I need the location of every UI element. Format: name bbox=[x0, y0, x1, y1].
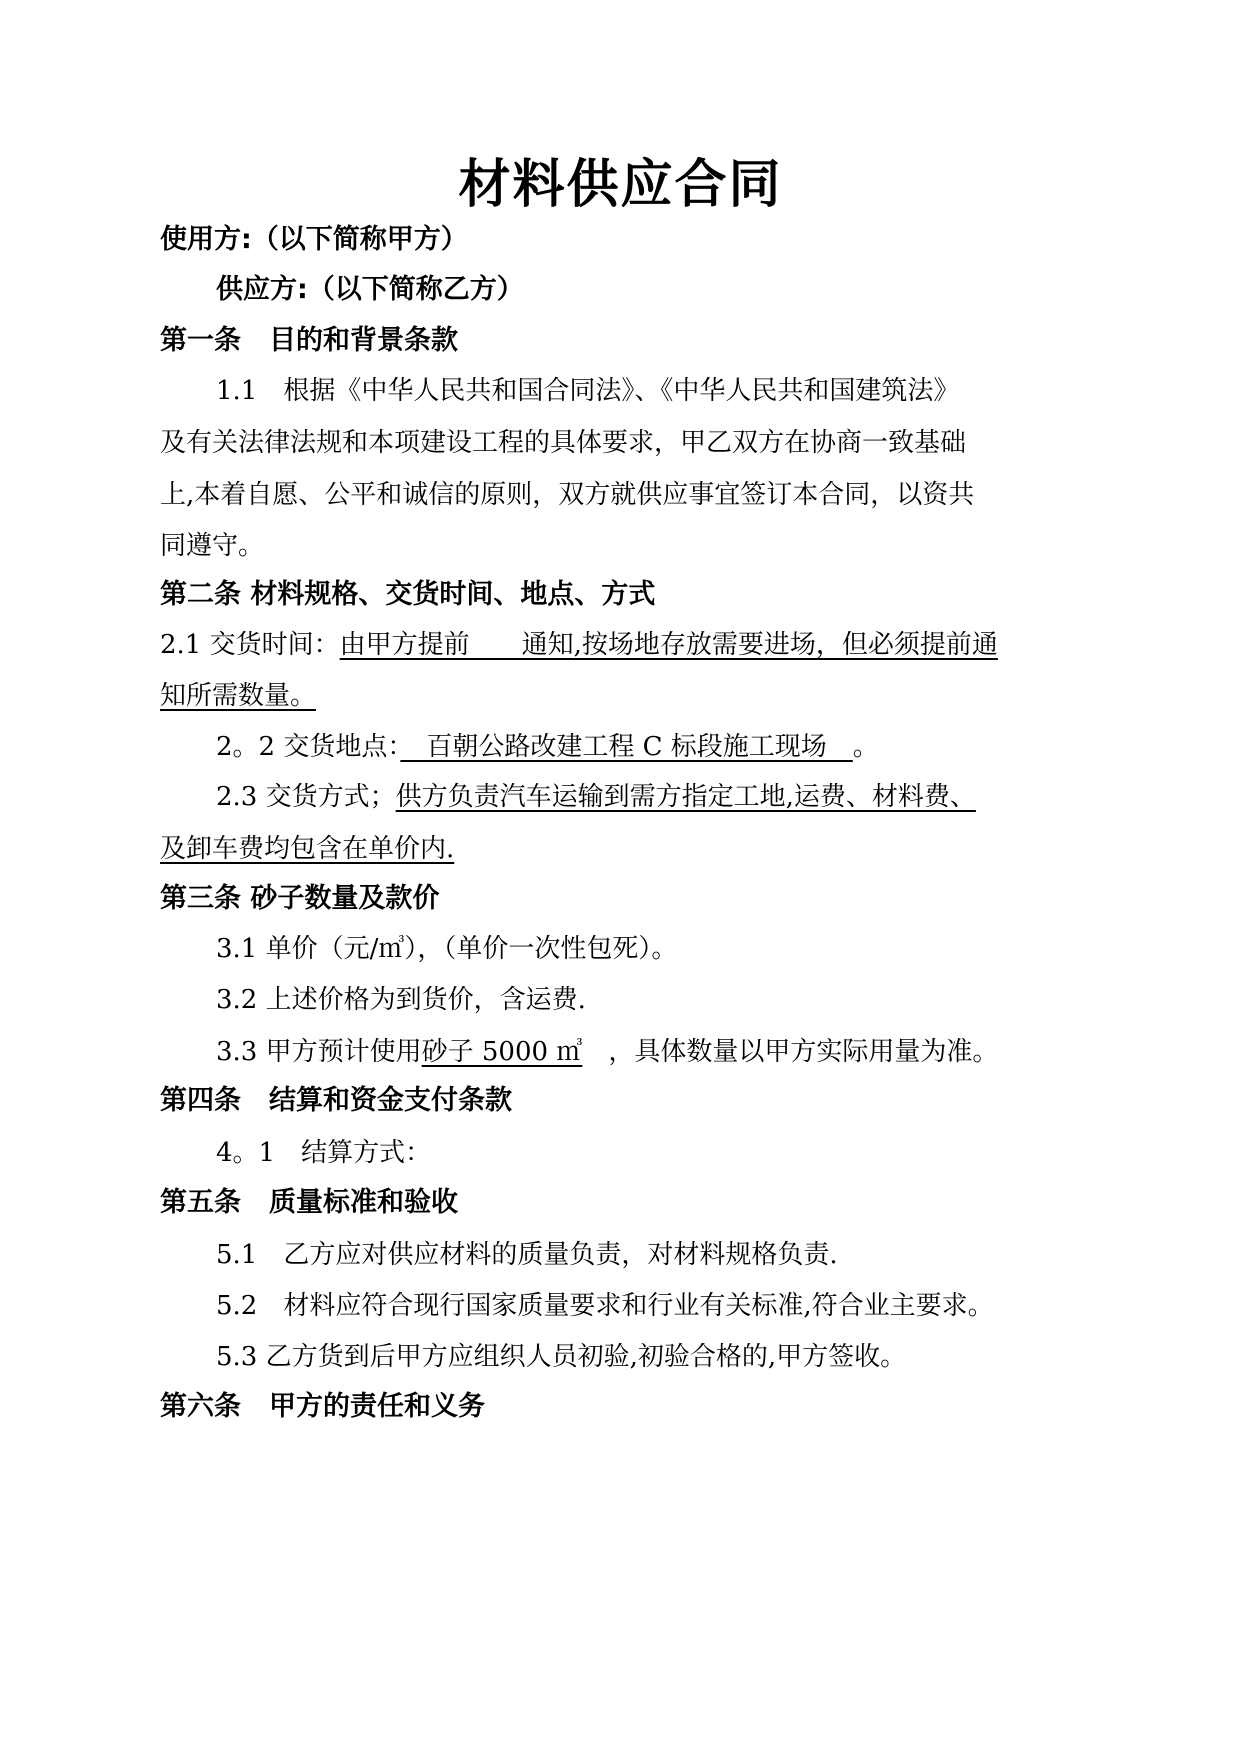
article-4-heading bbox=[160, 1078, 1100, 1124]
clause-2-3-value-cont: 及卸车费均包含在单价内. bbox=[160, 834, 455, 864]
supplier-party-line: 供应方:（以下简称乙方） bbox=[216, 274, 524, 305]
clause-3-2: 3.2 上述价格为到货价，含运费. bbox=[216, 985, 586, 1015]
clause-2-3-line-2 bbox=[160, 826, 1100, 872]
clause-3-3-suffix: ，具体数量以甲方实际用量为准。 bbox=[582, 1037, 999, 1067]
clause-3-1: 3.1 单价（元/㎥），（单价一次性包死）。 bbox=[216, 934, 678, 964]
clause-3-3-prefix: 3.3 甲方预计使用 bbox=[216, 1037, 422, 1067]
clause-3-3-line bbox=[216, 1029, 1100, 1075]
article-6-number: 第六条 bbox=[160, 1391, 241, 1422]
article-6-heading bbox=[160, 1384, 1100, 1430]
clause-2-3-line-1 bbox=[216, 774, 1100, 820]
article-6-title: 甲方的责任和义务 bbox=[269, 1391, 485, 1422]
clause-3-3-quantity: 砂子 5000 ㎥ bbox=[421, 1037, 583, 1067]
clause-5-1: 5.1 乙方应对供应材料的质量负责，对材料规格负责. bbox=[216, 1240, 838, 1270]
user-party-line: 使用方:（以下简称甲方） bbox=[160, 224, 468, 255]
article-1-heading bbox=[160, 318, 1100, 364]
clause-2-1-line-1 bbox=[160, 622, 1100, 668]
article-5-number: 第五条 bbox=[160, 1187, 241, 1218]
clause-2-2-label: 2。2 交货地点： bbox=[216, 732, 401, 762]
clause-1-1-line-1: 1.1 根据《中华人民共和国合同法》、《中华人民共和国建筑法》 bbox=[216, 376, 960, 406]
clause-2-2-value: 百朝公路改建工程 C 标段施工现场 bbox=[400, 732, 853, 762]
clause-2-1-value-cont: 知所需数量。 bbox=[160, 681, 317, 711]
clause-1-1-line-2: 及有关法律法规和本项建设工程的具体要求，甲乙双方在协商一致基础 bbox=[160, 428, 967, 458]
article-1-number: 第一条 bbox=[160, 325, 241, 356]
clause-2-1-line-2 bbox=[160, 673, 1100, 719]
clause-1-1-line-3: 上,本着自愿、公平和诚信的原则，双方就供应事宜签订本合同，以资共 bbox=[160, 480, 975, 510]
clause-2-1-value: 由甲方提前 通知,按场地存放需要进场，但必须提前通 bbox=[339, 630, 998, 660]
clause-4-1: 4。1 结算方式： bbox=[216, 1138, 432, 1168]
clause-2-2-line bbox=[216, 724, 1100, 770]
clause-5-3: 5.3 乙方货到后甲方应组织人员初验,初验合格的,甲方签收。 bbox=[216, 1342, 907, 1372]
article-1-title: 目的和背景条款 bbox=[269, 325, 458, 356]
article-3-heading: 第三条 砂子数量及款价 bbox=[160, 883, 440, 914]
article-5-title: 质量标准和验收 bbox=[269, 1187, 458, 1218]
article-2-heading: 第二条 材料规格、交货时间、地点、方式 bbox=[160, 579, 656, 610]
clause-2-1-label: 2.1 交货时间： bbox=[160, 630, 340, 660]
clause-1-1-line-4: 同遵守。 bbox=[160, 531, 265, 561]
clause-2-3-label: 2.3 交货方式； bbox=[216, 782, 396, 812]
article-4-title: 结算和资金支付条款 bbox=[269, 1085, 512, 1116]
article-5-heading bbox=[160, 1180, 1100, 1226]
clause-2-2-end: 。 bbox=[852, 732, 879, 762]
clause-2-3-value: 供方负责汽车运输到需方指定工地,运费、材料费、 bbox=[395, 782, 976, 812]
article-4-number: 第四条 bbox=[160, 1085, 241, 1116]
document-title: 材料供应合同 bbox=[458, 155, 783, 215]
clause-5-2: 5.2 材料应符合现行国家质量要求和行业有关标准,符合业主要求。 bbox=[216, 1291, 994, 1321]
